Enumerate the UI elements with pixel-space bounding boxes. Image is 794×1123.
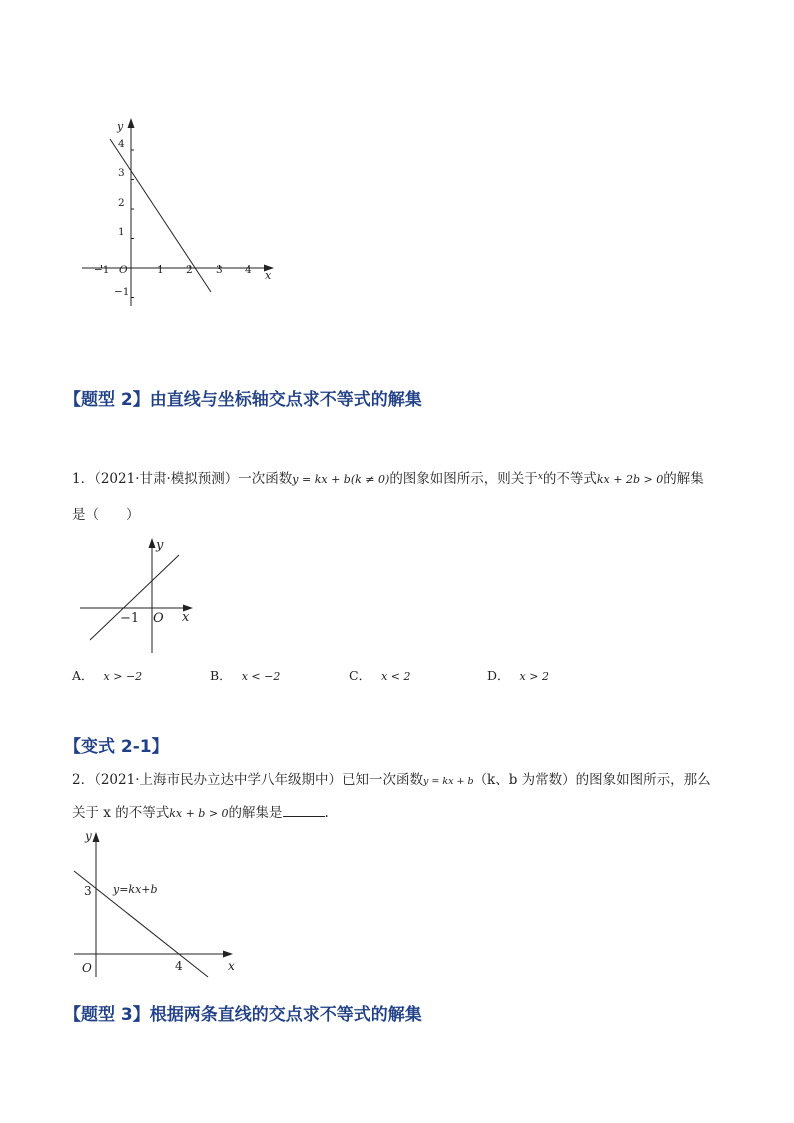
question-2-function-equation: y = kx + b xyxy=(423,776,474,787)
graph-1 xyxy=(70,110,290,315)
question-2-text-c: 关于 x 的不等式 xyxy=(72,805,170,821)
question-2-number: 2． xyxy=(72,772,95,788)
y-tick-label-3: 3 xyxy=(118,167,125,179)
question-2-text-d: 的解集是 xyxy=(228,805,283,821)
question-2-period: . xyxy=(324,805,329,821)
question-1-source: （2021·甘肃·模拟预测） xyxy=(94,471,239,487)
y-axis-arrow xyxy=(128,118,135,128)
variant-2-1-heading: 【变式 2-1】 xyxy=(64,737,169,757)
question-1-variable-x: x xyxy=(537,472,543,482)
question-2-text-a: 已知一次函数 xyxy=(342,772,423,788)
option-c-label: C． xyxy=(349,668,372,683)
section-2-heading: 【题型 2】由直线与坐标轴交点求不等式的解集 xyxy=(64,390,422,410)
origin-label: O xyxy=(153,611,164,626)
x-tick-label-4: 4 xyxy=(175,959,183,973)
option-b-value: x < −2 xyxy=(241,670,281,683)
x-tick-label-1: 1 xyxy=(157,264,164,276)
question-2-line-2 xyxy=(72,801,329,821)
function-line xyxy=(90,555,179,640)
y-axis-label: y xyxy=(117,120,124,133)
question-2-graph xyxy=(70,825,250,985)
y-tick-label-m1: −1 xyxy=(114,286,130,298)
question-1-text-d: 的解集 xyxy=(663,471,704,487)
y-tick-label-4: 4 xyxy=(118,138,125,150)
option-c[interactable] xyxy=(349,666,411,684)
option-d-label: D． xyxy=(487,668,510,683)
option-d-value: x > 2 xyxy=(519,670,549,683)
option-d[interactable] xyxy=(487,666,549,684)
x-tick-label-m1: −1 xyxy=(94,264,110,276)
question-1-text-b: 的图象如图所示，则关于 xyxy=(389,471,538,487)
question-1-graph xyxy=(75,533,205,658)
question-1-line-1 xyxy=(72,467,704,487)
x-tick-label-m1: −1 xyxy=(120,611,140,626)
x-axis-label: x xyxy=(182,610,190,625)
option-a-value: x > −2 xyxy=(103,670,143,683)
option-a[interactable] xyxy=(72,666,142,684)
question-2-text-b: （k、b 为常数）的图象如图所示，那么 xyxy=(473,772,711,788)
x-tick-label-2: 2 xyxy=(186,264,193,276)
question-1-text-a: 一次函数 xyxy=(238,471,293,487)
question-2-source: （2021·上海市民办立达中学八年级期中） xyxy=(94,772,342,788)
y-axis-arrow xyxy=(93,832,100,842)
x-axis-label: x xyxy=(265,269,272,282)
option-a-label: A． xyxy=(72,668,94,683)
y-tick-label-2: 2 xyxy=(118,197,125,209)
x-tick-label-3: 3 xyxy=(216,264,223,276)
question-2-inequality: kx + b > 0 xyxy=(169,807,229,820)
option-b-label: B． xyxy=(210,668,232,683)
origin-label: O xyxy=(82,961,92,975)
question-1-text-c: 的不等式 xyxy=(542,471,597,487)
question-2-line-1 xyxy=(72,768,711,788)
line-label: y=kx+b xyxy=(113,883,158,896)
y-axis-label: y xyxy=(156,538,164,553)
x-axis-label: x xyxy=(228,959,235,973)
origin-label: O xyxy=(119,264,128,276)
y-tick-label-3: 3 xyxy=(84,884,92,898)
section-3-heading: 【题型 3】根据两条直线的交点求不等式的解集 xyxy=(64,1005,422,1025)
answer-blank[interactable] xyxy=(283,804,325,817)
question-1-number: 1． xyxy=(72,471,95,487)
option-c-value: x < 2 xyxy=(381,670,411,683)
question-1-function-equation: y = kx + b(k ≠ 0) xyxy=(292,473,390,486)
y-axis-label: y xyxy=(85,829,92,843)
y-tick-label-1: 1 xyxy=(118,226,125,238)
question-1-line-2: 是（ ） xyxy=(72,507,140,523)
x-axis-arrow xyxy=(223,951,233,958)
x-tick-label-4: 4 xyxy=(245,264,252,276)
y-axis-arrow xyxy=(149,538,156,548)
question-1-inequality: kx + 2b > 0 xyxy=(596,473,664,486)
option-b[interactable] xyxy=(210,666,280,684)
